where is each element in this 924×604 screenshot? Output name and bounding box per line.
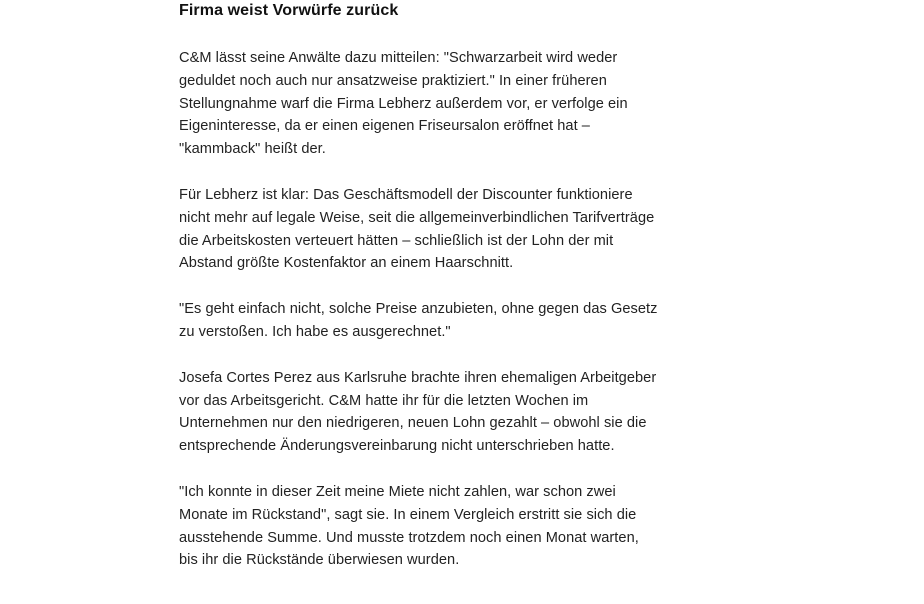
paragraph-labor-court: Josefa Cortes Perez aus Karlsruhe brachte ihren ehemaligen Arbeitgeber vor das Arbeitsgericht. C&M hatte ihr für die letzten Wochen im Unternehmen nur den niedrigeren, neuen Lohn gezahlt – obwohl sie die entsprechende Änderungsvereinbarung nicht unterschrieben hatte. xyxy=(179,369,657,455)
paragraph-business-model: Für Lebherz ist klar: Das Geschäftsmodell der Discounter funktioniere nicht mehr auf legale Weise, seit die allgemeinverbindlichen Tarifverträge die Arbeitskosten verteuert hätten – schließlich ist der Lohn der mit Abstand größte Kostenfaktor an einem Haarschnitt. xyxy=(179,186,655,272)
article-body xyxy=(179,0,659,572)
paragraph-lawyers-statement: C&M lässt seine Anwälte dazu mitteilen: "Schwarzarbeit wird weder geduldet noch auch nur ansatzweise praktiziert." In einer früheren Stellungnahme warf die Firma Lebherz außerdem vor, er verfolge ein Eigeninteresse, da er einen eigenen Friseursalon eröffnet hat – "kammback" heißt der. xyxy=(179,50,628,158)
paragraph-quote-rent: "Ich konnte in dieser Zeit meine Miete nicht zahlen, war schon zwei Monate im Rückstand", sagt sie. In einem Vergleich erstritt sie sich die ausstehende Summe. Und musste trotzdem noch einen Monat warten, bis ihr die Rückstände überwiesen wurden. xyxy=(179,483,639,569)
section-heading: Firma weist Vorwürfe zurück xyxy=(179,2,399,19)
paragraph-quote-prices: "Es geht einfach nicht, solche Preise anzubieten, ohne gegen das Gesetz zu verstoßen. Ich habe es ausgerechnet." xyxy=(179,301,658,340)
